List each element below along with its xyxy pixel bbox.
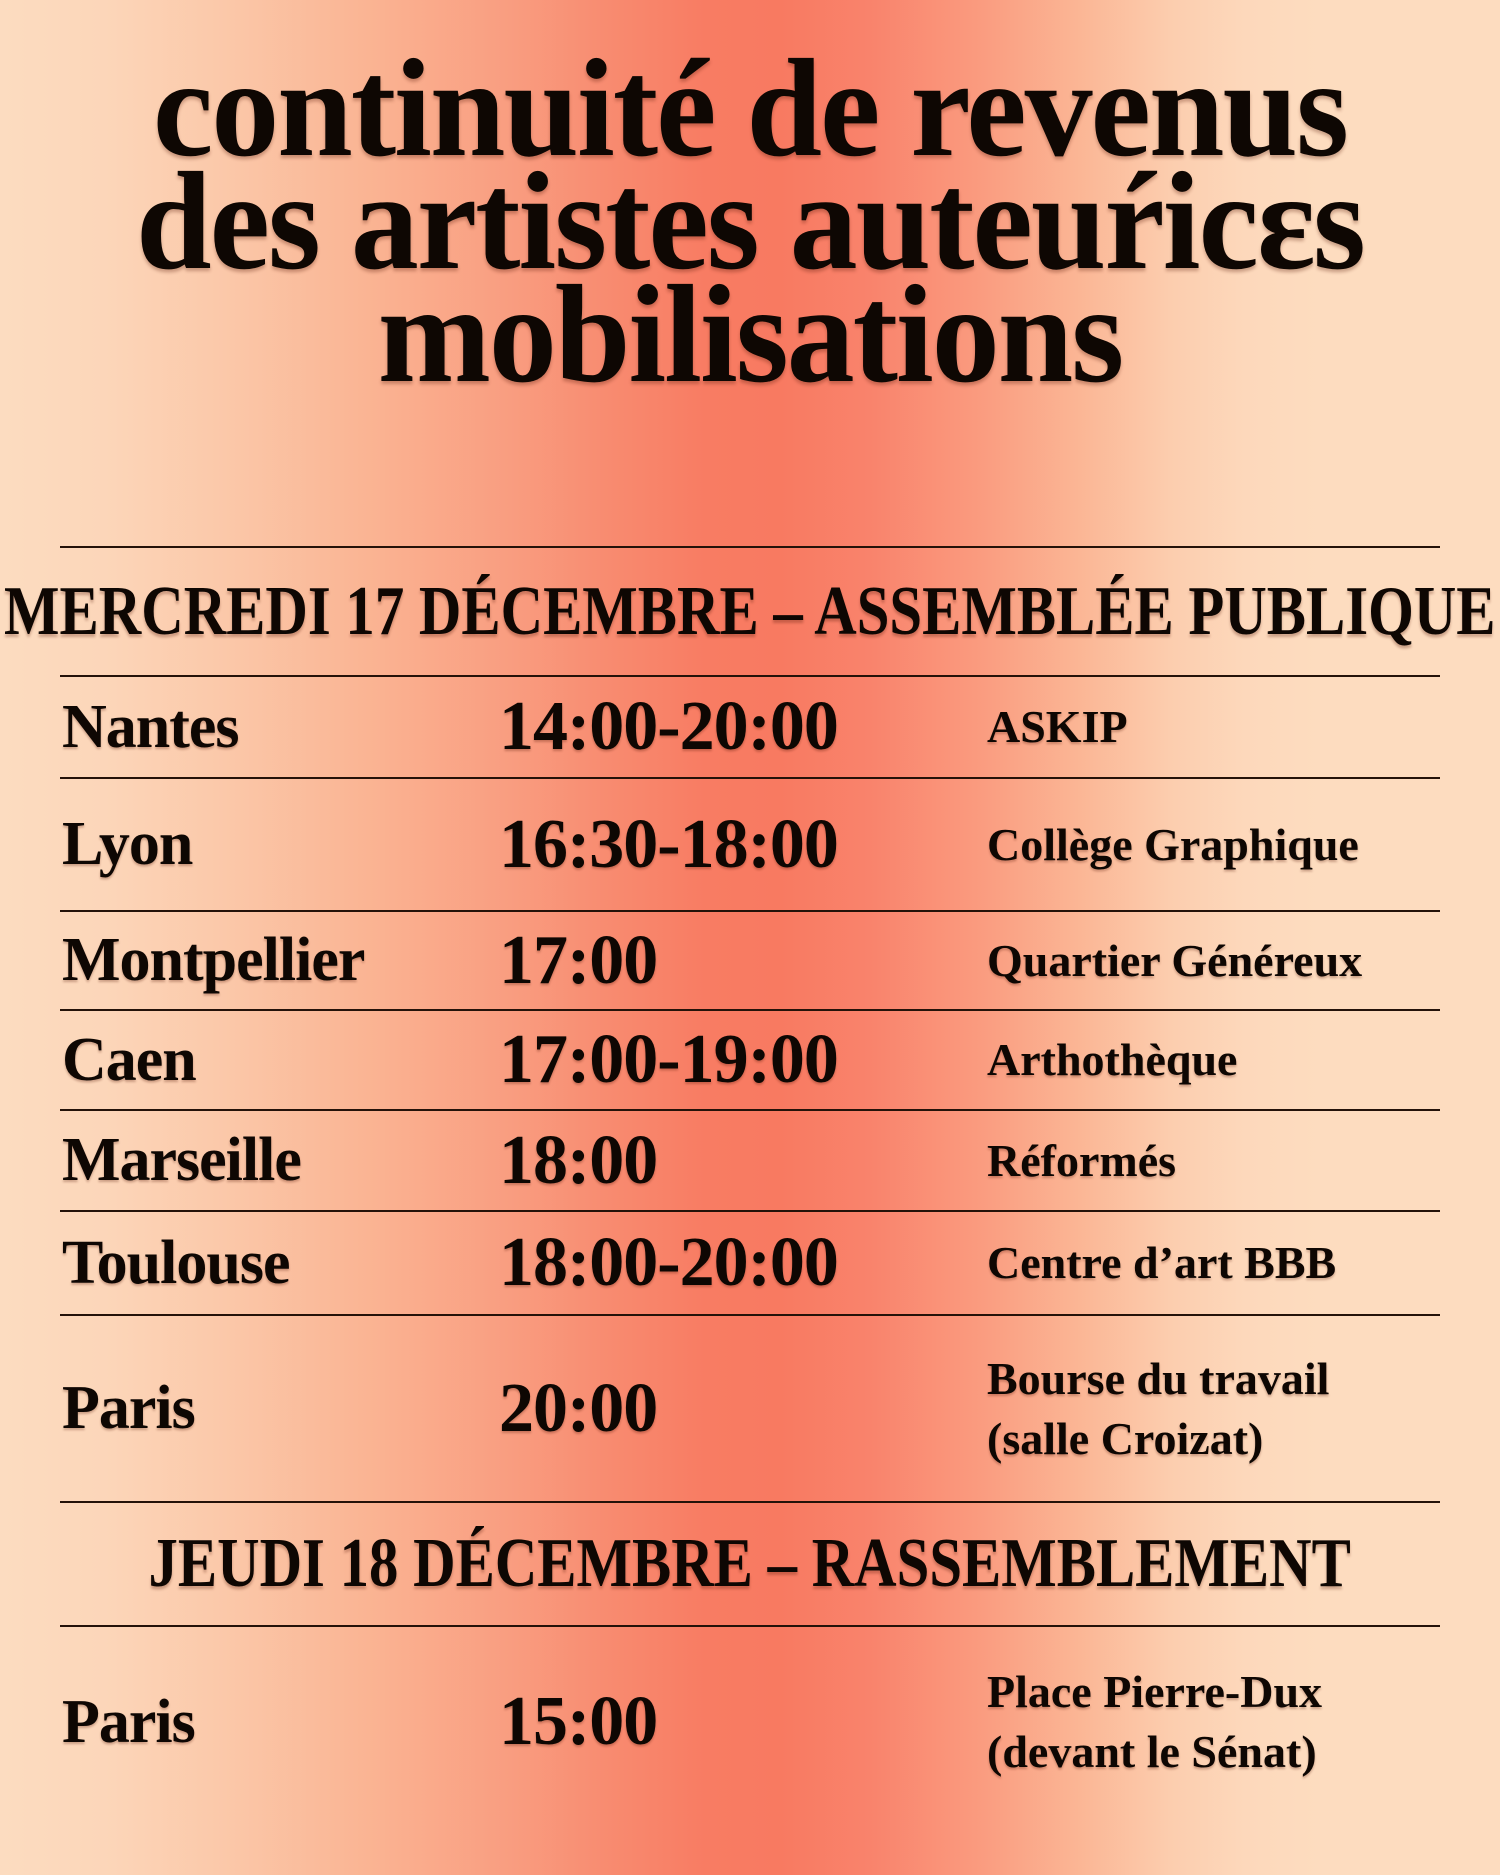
schedule-row-marseille bbox=[60, 1111, 1440, 1212]
page-title-line-2: des artistes auteuŕicɛs bbox=[136, 144, 1364, 299]
row-city: Montpellier bbox=[62, 926, 365, 994]
row-time: 15:00 bbox=[499, 1683, 658, 1760]
row-city: Toulouse bbox=[62, 1228, 290, 1297]
row-venue-line1: Quartier Généreux bbox=[987, 934, 1363, 986]
row-venue bbox=[987, 1349, 1440, 1469]
row-venue-line2: (salle Croizat) bbox=[987, 1412, 1264, 1464]
schedule-row-paris-rassemblement bbox=[60, 1627, 1440, 1817]
row-venue-line1: Bourse du travail bbox=[987, 1352, 1330, 1404]
row-venue bbox=[987, 1662, 1440, 1782]
schedule-row-paris bbox=[60, 1316, 1440, 1501]
row-venue-line1: ASKIP bbox=[987, 701, 1128, 753]
section-jeudi bbox=[60, 1501, 1440, 1817]
row-time: 17:00-19:00 bbox=[499, 1021, 838, 1098]
row-city: Nantes bbox=[62, 692, 239, 761]
row-venue-line1: Arthothèque bbox=[987, 1034, 1238, 1086]
schedule-row-caen bbox=[60, 1011, 1440, 1111]
page-title bbox=[0, 31, 1500, 412]
section-header-text: MERCREDI 17 DÉCEMBRE – ASSEMBLÉE PUBLIQUE bbox=[4, 572, 1496, 650]
row-time: 14:00-20:00 bbox=[499, 688, 838, 765]
row-city: Lyon bbox=[62, 810, 193, 878]
section-header-text: JEUDI 18 DÉCEMBRE – RASSEMBLEMENT bbox=[148, 1525, 1352, 1602]
row-venue bbox=[987, 697, 1440, 757]
schedule-row-nantes bbox=[60, 677, 1440, 779]
row-time: 18:00 bbox=[499, 1121, 658, 1199]
row-venue-line1: Centre d’art BBB bbox=[987, 1237, 1337, 1289]
row-venue bbox=[987, 1131, 1440, 1191]
schedule-row-montpellier bbox=[60, 912, 1440, 1011]
row-time: 16:30-18:00 bbox=[499, 805, 838, 883]
row-venue bbox=[987, 815, 1440, 875]
section-mercredi bbox=[4, 546, 1496, 1501]
page-title-line-1: continuité de revenus bbox=[152, 31, 1348, 186]
row-city: Caen bbox=[62, 1025, 196, 1094]
row-venue bbox=[987, 1030, 1440, 1090]
row-venue bbox=[987, 931, 1440, 991]
row-time: 17:00 bbox=[499, 921, 658, 999]
schedule bbox=[4, 546, 1496, 1817]
schedule-row-toulouse bbox=[60, 1212, 1440, 1316]
row-time: 18:00-20:00 bbox=[499, 1224, 838, 1301]
schedule-row-lyon bbox=[60, 779, 1440, 912]
page-title-line-3: mobilisations bbox=[377, 257, 1123, 412]
section-header-jeudi bbox=[60, 1501, 1440, 1627]
section-header-mercredi bbox=[4, 546, 1496, 677]
row-city: Paris bbox=[62, 1374, 195, 1442]
row-venue-line1: Réformés bbox=[987, 1134, 1177, 1186]
row-venue-line1: Place Pierre-Dux bbox=[987, 1666, 1323, 1718]
row-city: Paris bbox=[62, 1687, 195, 1756]
row-venue-line2: (devant le Sénat) bbox=[987, 1726, 1317, 1777]
row-city: Marseille bbox=[62, 1126, 301, 1194]
row-time: 20:00 bbox=[499, 1369, 658, 1447]
row-venue bbox=[987, 1233, 1440, 1293]
row-venue-line1: Collège Graphique bbox=[987, 818, 1359, 870]
